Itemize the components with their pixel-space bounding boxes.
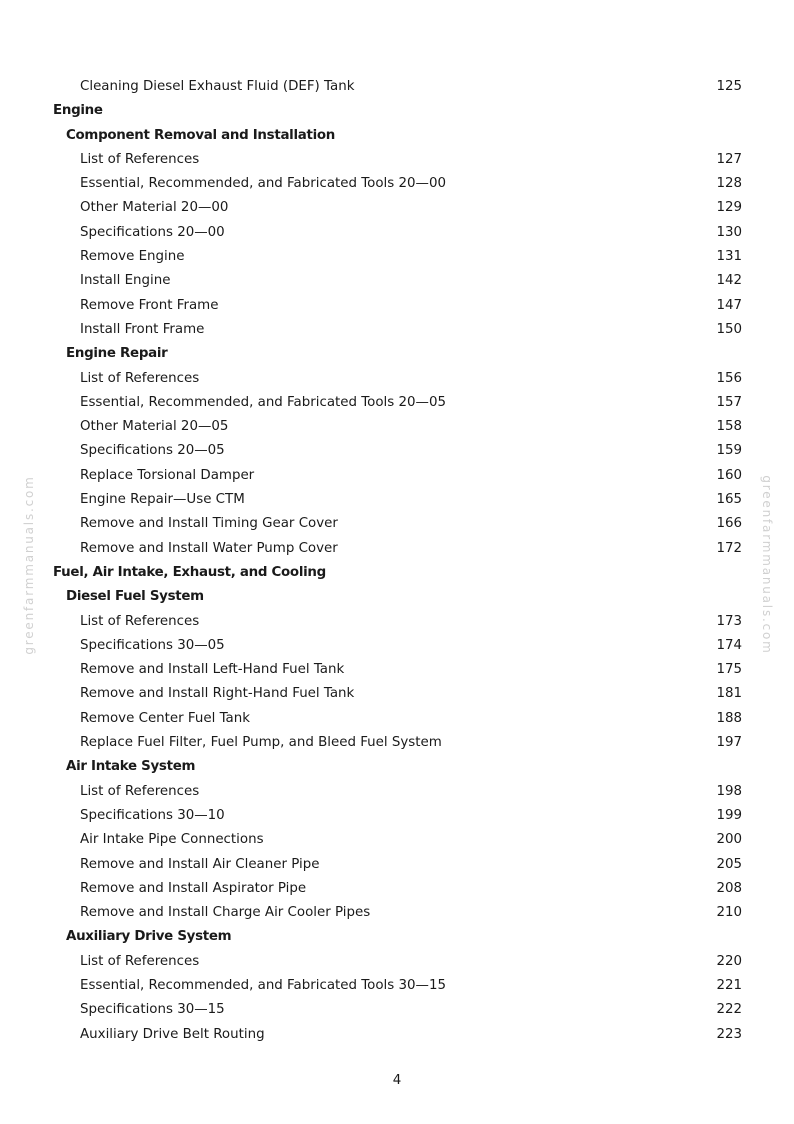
toc-entry-title: Diesel Fuel System (66, 589, 204, 605)
toc-entry-title: Replace Fuel Filter, Fuel Pump, and Bleed Fuel System (80, 735, 442, 751)
toc-entry-page-number: 198 (716, 783, 742, 799)
toc-entry-page-number: 208 (716, 880, 742, 896)
toc-entry-title: Install Front Frame (80, 321, 205, 337)
watermark-text: greenfarmmanuals.com (760, 475, 774, 655)
toc-entry-title: Remove and Install Right-Hand Fuel Tank (80, 686, 355, 702)
toc-entry[interactable] (0, 512, 794, 536)
toc-entry-title: List of References (80, 151, 200, 167)
toc-entry-title: Remove Engine (80, 249, 185, 265)
toc-entry-page-number: 220 (716, 953, 742, 969)
toc-entry-title: Remove and Install Water Pump Cover (80, 540, 338, 556)
toc-entry-title: Replace Torsional Damper (80, 467, 255, 483)
toc-entry-title: Auxiliary Drive Belt Routing (80, 1026, 265, 1042)
toc-entry-page-number: 200 (716, 832, 742, 848)
toc-entry[interactable] (0, 634, 794, 658)
toc-entry-title: Other Material 20—05 (80, 419, 229, 435)
toc-entry-title: Engine (53, 103, 103, 119)
toc-entry-page-number: 150 (716, 321, 742, 337)
toc-entry-page-number: 160 (716, 467, 742, 483)
toc-entry-page-number: 174 (716, 637, 742, 653)
toc-entry-page-number: 157 (716, 394, 742, 410)
toc-entry-page-number: 221 (716, 977, 742, 993)
toc-subsection-heading (0, 755, 794, 779)
toc-entry[interactable] (0, 172, 794, 196)
toc-entry[interactable] (0, 828, 794, 852)
toc-entry-title: Auxiliary Drive System (66, 929, 232, 945)
toc-entry-title: Specifications 30—15 (80, 1002, 225, 1018)
toc-entry-title: Engine Repair—Use CTM (80, 492, 245, 508)
toc-entry-title: Specifications 20—05 (80, 443, 225, 459)
toc-entry[interactable] (0, 464, 794, 488)
toc-entry-title: Air Intake System (66, 759, 196, 775)
toc-entry[interactable] (0, 415, 794, 439)
toc-entry-page-number: 223 (716, 1026, 742, 1042)
toc-entry-page-number: 181 (716, 686, 742, 702)
toc-entry-title: Remove and Install Aspirator Pipe (80, 880, 307, 896)
toc-entry-page-number: 130 (716, 224, 742, 240)
toc-entry-page-number: 147 (716, 297, 742, 313)
toc-section-heading (0, 561, 794, 585)
toc-entry[interactable] (0, 294, 794, 318)
toc-entry-page-number: 125 (716, 79, 742, 94)
toc-entry-page-number: 222 (716, 1002, 742, 1018)
toc-entry-title: Essential, Recommended, and Fabricated Tools 30—15 (80, 977, 446, 993)
toc-entry-title: Specifications 30—10 (80, 807, 225, 823)
toc-subsection-heading (0, 342, 794, 366)
toc-entry-page-number: 165 (716, 492, 742, 508)
toc-entry-page-number: 128 (716, 176, 742, 192)
toc-entry[interactable] (0, 245, 794, 269)
watermark-text: greenfarmmanuals.com (22, 475, 36, 655)
toc-entry-page-number: 166 (716, 516, 742, 532)
toc-entry[interactable] (0, 853, 794, 877)
toc-entry[interactable] (0, 1023, 794, 1047)
toc-subsection-heading (0, 124, 794, 148)
toc-entry[interactable] (0, 804, 794, 828)
toc-entry-title: Specifications 20—00 (80, 224, 225, 240)
toc-entry-title: List of References (80, 613, 200, 629)
toc-entry-title: Remove Center Fuel Tank (80, 710, 251, 726)
toc-entry-page-number: 197 (716, 735, 742, 751)
toc-subsection-heading (0, 925, 794, 949)
toc-entry-page-number: 173 (716, 613, 742, 629)
toc-entry-title: Other Material 20—00 (80, 200, 229, 216)
toc-entry-page-number: 199 (716, 807, 742, 823)
toc-entry[interactable] (0, 707, 794, 731)
toc-entry-page-number: 172 (716, 540, 742, 556)
toc-entry[interactable] (0, 610, 794, 634)
toc-entry-page-number: 158 (716, 419, 742, 435)
toc-entry[interactable] (0, 439, 794, 463)
toc-entry[interactable] (0, 974, 794, 998)
toc-entry-page-number: 175 (716, 662, 742, 678)
toc-entry-title: List of References (80, 370, 200, 386)
toc-entry[interactable] (0, 682, 794, 706)
toc-entry-title: Component Removal and Installation (66, 127, 336, 143)
toc-entry-page-number: 210 (716, 905, 742, 921)
toc-entry[interactable] (0, 318, 794, 342)
toc-section-heading (0, 99, 794, 123)
toc-entry[interactable] (0, 488, 794, 512)
table-of-contents (0, 75, 794, 1047)
toc-entry-title: Specifications 30—05 (80, 637, 225, 653)
toc-entry[interactable] (0, 731, 794, 755)
toc-entry-title: Essential, Recommended, and Fabricated Tools 20—05 (80, 394, 446, 410)
toc-entry-title: Fuel, Air Intake, Exhaust, and Cooling (53, 564, 326, 580)
toc-entry-title: Air Intake Pipe Connections (80, 832, 264, 848)
toc-entry-title: Remove and Install Charge Air Cooler Pipes (80, 905, 371, 921)
toc-entry[interactable] (0, 269, 794, 293)
toc-entry[interactable] (0, 998, 794, 1022)
toc-entry-page-number: 131 (716, 249, 742, 265)
toc-entry-page-number: 127 (716, 151, 742, 167)
toc-entry-title: List of References (80, 783, 200, 799)
toc-entry-page-number: 188 (716, 710, 742, 726)
toc-subsection-heading (0, 585, 794, 609)
toc-entry[interactable] (0, 75, 794, 99)
toc-entry[interactable] (0, 950, 794, 974)
toc-entry[interactable] (0, 196, 794, 220)
toc-entry[interactable] (0, 221, 794, 245)
toc-entry-page-number: 142 (716, 273, 742, 289)
toc-entry-title: Remove Front Frame (80, 297, 219, 313)
toc-entry-title: Essential, Recommended, and Fabricated Tools 20—00 (80, 176, 446, 192)
toc-entry-page-number: 159 (716, 443, 742, 459)
toc-entry[interactable] (0, 658, 794, 682)
toc-entry[interactable] (0, 901, 794, 925)
toc-entry-title: Cleaning Diesel Exhaust Fluid (DEF) Tank (80, 79, 355, 94)
toc-entry-title: Install Engine (80, 273, 171, 289)
toc-entry-title: Remove and Install Air Cleaner Pipe (80, 856, 320, 872)
toc-entry-title: Remove and Install Left-Hand Fuel Tank (80, 662, 345, 678)
toc-entry-title: Remove and Install Timing Gear Cover (80, 516, 338, 532)
toc-entry-title: Engine Repair (66, 346, 168, 362)
page-number: 4 (392, 1073, 402, 1088)
toc-entry[interactable] (0, 780, 794, 804)
toc-entry-title: List of References (80, 953, 200, 969)
toc-entry[interactable] (0, 877, 794, 901)
toc-entry[interactable] (0, 367, 794, 391)
toc-entry-page-number: 129 (716, 200, 742, 216)
toc-entry[interactable] (0, 537, 794, 561)
toc-entry-page-number: 205 (716, 856, 742, 872)
toc-entry[interactable] (0, 148, 794, 172)
toc-entry[interactable] (0, 391, 794, 415)
toc-entry-page-number: 156 (716, 370, 742, 386)
